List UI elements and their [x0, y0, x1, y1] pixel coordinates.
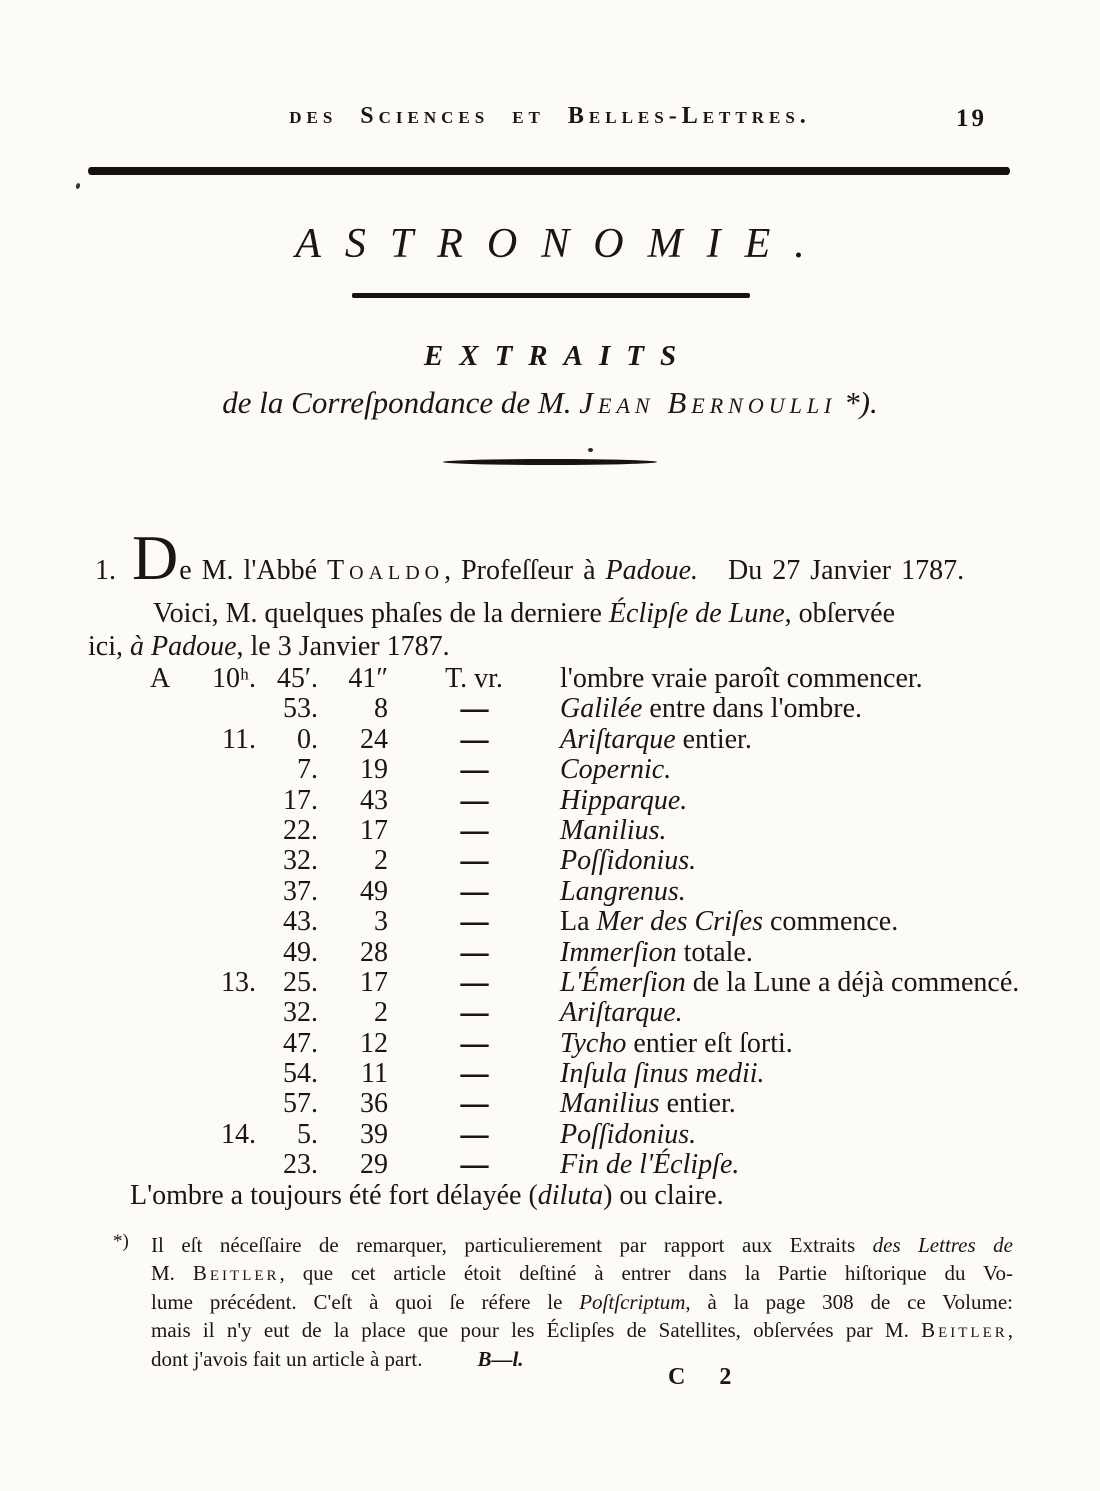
obs-second-cell: 2 [374, 997, 388, 1029]
text-segment: , obſervée [784, 598, 896, 629]
text-segment: Inſula ſinus medii. [560, 1058, 765, 1090]
text-segment: Galilée [560, 693, 643, 725]
header-rule [88, 167, 1010, 175]
obs-separator-cell: — [460, 932, 488, 972]
obs-second-cell: 24 [360, 723, 388, 755]
eclipse-observations-table [150, 663, 1050, 1184]
obs-separator-cell: — [460, 1114, 488, 1154]
obs-separator-cell: — [460, 871, 488, 911]
footnote-line [151, 1316, 1013, 1344]
text-segment: , [1007, 1318, 1013, 1343]
obs-second-cell: 11 [361, 1058, 388, 1090]
obs-separator-cell: — [460, 719, 488, 759]
obs-separator-cell: — [460, 810, 488, 850]
text-segment: Manilius [560, 1088, 660, 1120]
obs-separator-cell: — [460, 902, 488, 941]
obs-description-cell [560, 907, 898, 937]
text-segment: Langrenus. [560, 875, 686, 907]
text-segment: entier. [659, 1088, 736, 1120]
obs-separator-cell: — [460, 1023, 488, 1063]
observation-row [150, 962, 1050, 1002]
text-segment: Beitler [921, 1318, 1008, 1343]
text-segment: Éclipſe de Lune [608, 598, 785, 629]
text-segment: ici, [88, 631, 130, 662]
obs-separator-cell: — [460, 962, 488, 1002]
text-segment: Beitler [192, 1261, 280, 1286]
obs-second-cell: 29 [360, 1149, 388, 1181]
text-segment: Ariſtarque [560, 723, 676, 755]
obs-separator-cell: T. vr. [445, 663, 503, 694]
intro-paragraph [88, 597, 1013, 663]
obs-second-cell: 49 [360, 875, 388, 907]
footnote-text [151, 1231, 1018, 1373]
intro-line [88, 597, 1013, 630]
obs-second-cell: 43 [360, 784, 388, 816]
page-number: 19 [956, 105, 987, 132]
obs-description-cell [560, 786, 687, 816]
observation-row [150, 719, 1050, 759]
subtitle-footnote-ref: *). [836, 385, 878, 420]
obs-separator-cell: — [460, 1145, 488, 1184]
observation-row [150, 1145, 1050, 1184]
text-segment: L'ombre a toujours été fort délayée ( [130, 1180, 538, 1211]
obs-minute-cell: 23. [283, 1149, 318, 1181]
observation-row [150, 780, 1050, 820]
obs-hour-cell: 11. [222, 723, 256, 755]
text-segment: Fin de l'Éclipſe. [560, 1149, 740, 1181]
obs-minute-cell: 53. [283, 693, 318, 725]
obs-separator-cell: — [460, 689, 488, 729]
correspondent-name: Toaldo [327, 555, 445, 586]
text-segment: Voici, M. quelques phaſes de la derniere [153, 598, 609, 629]
observation-row [150, 871, 1050, 911]
letter-date: Du 27 Janvier 1787. [728, 555, 965, 586]
obs-description-cell [560, 1059, 765, 1089]
text-segment: Tycho [560, 1027, 627, 1059]
obs-description-cell [560, 998, 683, 1028]
text-segment: de la Lune a déjà commencé. [685, 966, 1020, 998]
obs-minute-cell: 7. [297, 754, 318, 786]
text-segment: Copernic. [560, 754, 672, 786]
running-head-title: des Sciences et Belles-Lettres. [289, 103, 811, 129]
ink-speck [588, 448, 593, 452]
gathering-signature: C 2 [668, 1364, 746, 1390]
obs-hour-cell: 13. [221, 966, 256, 998]
obs-description-cell [560, 877, 686, 907]
obs-description-cell [560, 1029, 793, 1059]
text-segment: L'Émerſion [560, 966, 686, 998]
observation-row [150, 1023, 1050, 1063]
article-heading [95, 522, 1015, 594]
obs-prefix-cell: A [150, 663, 171, 694]
observation-row [150, 1114, 1050, 1154]
obs-separator-cell: — [460, 993, 488, 1032]
article-number: 1. [95, 555, 116, 586]
text-segment: diluta [537, 1180, 604, 1211]
observation-row [150, 689, 1050, 729]
footnote-line [151, 1259, 1013, 1287]
obs-second-cell: 39 [360, 1118, 388, 1150]
ink-speck [75, 183, 81, 190]
author-name: Jean Bernoulli [579, 385, 837, 420]
observation-row [150, 664, 1050, 694]
text-segment: totale. [676, 936, 753, 968]
obs-second-cell: 8 [374, 693, 388, 725]
footnote [113, 1231, 1018, 1373]
obs-minute-cell: 17. [283, 784, 318, 816]
subtitle [0, 385, 1100, 421]
text-segment: B—l. [477, 1346, 524, 1371]
obs-description-cell [560, 755, 671, 785]
obs-separator-cell: — [460, 780, 488, 820]
section-title: ASTRONOMIE. [295, 221, 829, 267]
heading-text: , Profeſſeur à [444, 555, 606, 586]
obs-second-cell: 2 [374, 845, 388, 877]
obs-second-cell: 3 [374, 906, 388, 938]
obs-minute-cell: 54. [283, 1058, 318, 1090]
observation-row [150, 841, 1050, 881]
series-title: EXTRAITS [423, 340, 693, 372]
text-segment: Immerſion [560, 936, 677, 968]
obs-minute-cell: 25. [283, 966, 318, 998]
text-segment: Poſſidonius. [560, 1118, 697, 1150]
obs-second-cell: 17 [360, 966, 388, 998]
obs-second-cell: 19 [360, 754, 388, 786]
text-segment: , à la page 308 de ce Volume: [685, 1289, 1013, 1314]
obs-minute-cell: 37. [283, 875, 318, 907]
obs-minute-cell: 5. [297, 1118, 318, 1150]
section-title-rule [352, 293, 750, 298]
text-segment: Manilius. [560, 814, 667, 846]
text-segment: à Padoue [130, 631, 237, 662]
drop-cap: D [132, 522, 180, 593]
obs-description-cell [560, 694, 862, 724]
obs-minute-cell: 0. [297, 723, 318, 755]
obs-minute-cell: 47. [283, 1027, 318, 1059]
footnote-marker: *) [113, 1231, 129, 1252]
obs-description-cell [560, 1150, 739, 1180]
place-name: Padoue. [605, 555, 699, 586]
obs-description-cell [560, 968, 1019, 998]
swelled-rule-ornament [443, 459, 657, 465]
observation-row [150, 1054, 1050, 1093]
obs-hour-cell: 10ʰ. [212, 663, 256, 694]
obs-description-cell [560, 664, 923, 694]
obs-second-cell: 41″ [348, 663, 388, 694]
obs-separator-cell: — [460, 750, 488, 789]
observation-row [150, 750, 1050, 789]
text-segment: dont j'avois fait un article à part. [151, 1346, 423, 1371]
obs-minute-cell: 49. [283, 936, 318, 968]
heading-text: e M. l'Abbé [179, 555, 328, 586]
obs-minute-cell: 43. [283, 906, 318, 938]
text-segment: entre dans l'ombre. [642, 693, 863, 725]
obs-description-cell [560, 1120, 696, 1150]
obs-minute-cell: 32. [283, 845, 318, 877]
text-segment: entier eſt ſorti. [626, 1027, 793, 1059]
text-segment: l'ombre vraie paroît commencer. [560, 663, 923, 694]
text-segment: Il eſt néceſſaire de remarquer, particulierement par rapport aux Extraits [151, 1233, 873, 1257]
obs-description-cell [560, 938, 753, 968]
text-segment: Poſtſcriptum [579, 1289, 686, 1314]
obs-description-cell [560, 846, 696, 876]
text-segment: ) ou claire. [603, 1180, 724, 1211]
text-segment: , le 3 Janvier 1787. [236, 631, 450, 662]
obs-second-cell: 12 [360, 1027, 388, 1059]
footnote-line [151, 1288, 1013, 1316]
obs-second-cell: 28 [360, 936, 388, 968]
closing-remark [130, 1180, 724, 1212]
obs-description-cell [560, 816, 667, 846]
obs-description-cell [560, 725, 752, 755]
text-segment: M. [151, 1261, 193, 1286]
obs-second-cell: 36 [360, 1088, 388, 1120]
obs-separator-cell: — [460, 841, 488, 881]
text-segment: La [560, 906, 597, 938]
text-segment: Mer des Criſes [596, 906, 763, 938]
footnote-line [151, 1231, 1013, 1259]
obs-minute-cell: 32. [283, 997, 318, 1029]
text-segment: des Lettres de [872, 1233, 1013, 1257]
text-segment: commence. [762, 906, 899, 938]
text-segment: , que cet article étoit deſtiné à entrer dans la Partie hiſtorique du Vo- [279, 1261, 1013, 1286]
text-segment: Hipparque. [560, 784, 688, 816]
intro-line [88, 630, 1013, 663]
subtitle-prefix: de la Correſpondance de M. [222, 385, 580, 420]
observation-row [150, 993, 1050, 1032]
text-segment: mais il n'y eut de la place que pour les Éclipſes de Satellites, obſervées par M. [151, 1318, 922, 1343]
text-segment: lume précédent. C'eſt à quoi ſe réfere le [151, 1289, 580, 1314]
obs-description-cell [560, 1089, 736, 1119]
observation-row [150, 932, 1050, 972]
obs-hour-cell: 14. [221, 1118, 256, 1150]
obs-separator-cell: — [460, 1054, 488, 1093]
obs-separator-cell: — [460, 1084, 488, 1124]
observation-row [150, 810, 1050, 850]
footnote-line [151, 1345, 1013, 1373]
observation-row [150, 902, 1050, 941]
text-segment: Poſſidonius. [560, 845, 697, 877]
obs-second-cell: 17 [360, 814, 388, 846]
obs-minute-cell: 22. [283, 814, 318, 846]
obs-minute-cell: 45′. [276, 663, 318, 694]
obs-minute-cell: 57. [283, 1088, 318, 1120]
observation-row [150, 1084, 1050, 1124]
text-segment: Ariſtarque. [560, 997, 683, 1029]
text-segment: entier. [675, 723, 752, 755]
